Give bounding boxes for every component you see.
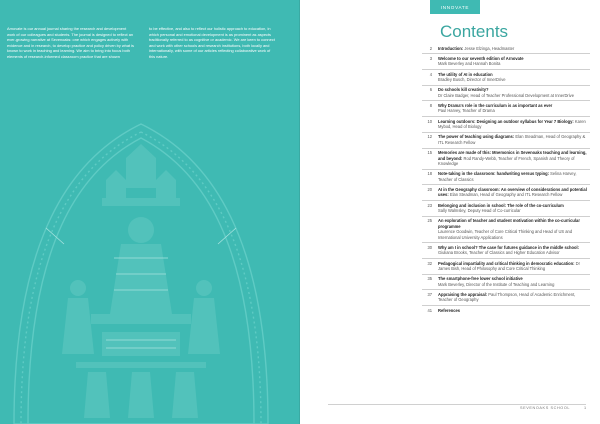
toc-entry[interactable] [422,290,590,306]
toc-page-number: 35 [427,276,432,282]
toc-title: Pedagogical impartiality and critical thinking in democratic education: [438,260,575,266]
toc-title: The power of teaching using diagrams: [438,134,515,140]
toc-author: Laurence Goodwin, Teacher of Core Critical Thinking and Head of US and International University Applications [438,229,573,240]
toc-author: Giuliana Brooks, Teacher of Classics and Higher Education Advisor [438,250,560,256]
toc-entry[interactable] [422,185,590,201]
toc-page-number: 18 [427,171,432,177]
intro-column-2: to be effective, and also to reflect our holistic approach to education, in which personal and emotional development is as prominent as aspects traditionally referred to as cognitive or academic. We are keen to connect and work with other schools and research institutions, both locally and internationally, with some of our articles reflecting collaborative work of this nature. [149,26,275,59]
toc-title: Welcome to our seventh edition of Arnovate [438,55,524,61]
school-seal-illustration [6,118,276,424]
toc-author: Selina Harvey, Teacher of Classics [438,171,577,182]
toc-entry[interactable] [422,44,590,54]
toc-page-number: 23 [427,202,432,208]
toc-title: Note-taking in the classroom: handwriting versus typing: [438,171,549,177]
toc-title: References [438,307,461,313]
toc-page-number: 2 [429,45,432,51]
toc-author: Elan Steadman, Head of Geography and ITL Research Fellow [449,192,563,198]
toc-entry[interactable] [422,101,590,117]
toc-author: Bradley Busch, Director of InnerDrive [438,77,506,82]
toc-entry[interactable] [422,149,590,170]
toc-entry[interactable] [422,86,590,102]
toc-author: Jesse Elzinga, Headmaster [464,45,515,51]
toc-page-number: 3 [429,55,432,61]
toc-author: Dr Claire Badger, Head of Teacher Professional Development at InnerDrive [438,92,574,98]
toc-title: The utility of AI in education [438,71,493,77]
toc-entry[interactable] [422,275,590,291]
toc-author: Paul Harvey, Teacher of Drama [438,108,495,114]
intro-column-1: Arnovate is our annual journal sharing the research and development work of our colleagues and students. The journal is designed to reflect an ever-growing narrative at Sevenoaks: one which engages actively with evidence and in research, to develop practice and policy driven by what is known to work in teaching and learning. We aim to bring into focus both elements of research-informed classroom practice that are shown [7,26,134,59]
toc-entry[interactable] [422,133,590,149]
right-page [300,0,600,424]
toc-title: Memories are made of this: Mnemonics in Sevenoaks teaching and learning, and beyond: [438,150,587,161]
toc-title: An exploration of teacher and student motivation within the co-curricular programme [438,218,580,229]
toc-author: Mark Beverley and Hannah Bonita [438,61,501,67]
toc-page-number: 6 [429,87,432,93]
footer-school-name: SEVENOAKS SCHOOL [520,406,571,410]
toc-entry[interactable] [422,70,590,86]
toc-title: Belonging and inclusion in school: The role of the co-curriculum [438,202,564,208]
toc-title: Why Drama's role in the curriculum is as important as ever [438,103,553,108]
toc-author: Mark Beverley, Director of the Institute of Teaching and Learning [438,281,555,287]
toc-entry[interactable] [422,117,590,133]
toc-title: AI in the Geography classroom: An overview of considerations and potential uses: [438,186,587,198]
toc-title: Introduction: [438,45,464,51]
toc-entry[interactable] [422,170,590,186]
toc-title: Why am I in school? The case for futures guidance in the middle school: [438,244,580,250]
toc-title: Learning outdoors: Designing an outdoor syllabus for Year 7 Biology: [438,118,574,124]
table-of-contents [422,44,590,315]
toc-page-number: 15 [427,150,432,156]
toc-title: Appraising the appraisal: [438,291,488,297]
toc-title: Do schools kill creativity? [438,87,489,93]
toc-page-number: 41 [427,307,432,313]
toc-page-number: 25 [427,218,432,224]
footer-page-number: 1 [584,406,587,410]
toc-page-number: 8 [429,103,432,108]
toc-entry[interactable] [422,54,590,70]
toc-entry[interactable] [422,243,590,259]
toc-entry[interactable] [422,201,590,217]
toc-author: Paul Thompson, Head of Academic Enrichment, Teacher of Geography [438,291,576,303]
toc-page-number: 20 [427,186,432,192]
toc-author: Sally Walmsley, Deputy Head of Co-curricular [438,208,521,214]
toc-entry[interactable] [422,306,590,315]
toc-author: Rod Randy-Webb, Teacher of French, Spanish and Theory of Knowledge [438,155,575,166]
toc-entry[interactable] [422,217,590,244]
toc-page-number: 10 [427,118,432,124]
toc-entry[interactable] [422,259,590,275]
toc-author: Dr James Bish, Head of Philosophy and Core Critical Thinking [438,260,580,271]
toc-author: Karen Mybod, Head of Biology [438,118,586,130]
contents-title: Contents [440,22,509,41]
toc-page-number: 4 [429,71,432,77]
toc-author: Elan Steadman, Head of Geography & ITL Research Fellow [438,134,586,145]
toc-title: The smartphone-free lower school initiative [438,276,523,282]
footer-divider [328,404,586,405]
toc-page-number: 12 [427,134,432,140]
toc-page-number: 32 [427,260,432,266]
toc-page-number: 30 [427,244,432,250]
brand-tab: INNOVATE [430,0,480,14]
toc-page-number: 37 [427,291,432,297]
